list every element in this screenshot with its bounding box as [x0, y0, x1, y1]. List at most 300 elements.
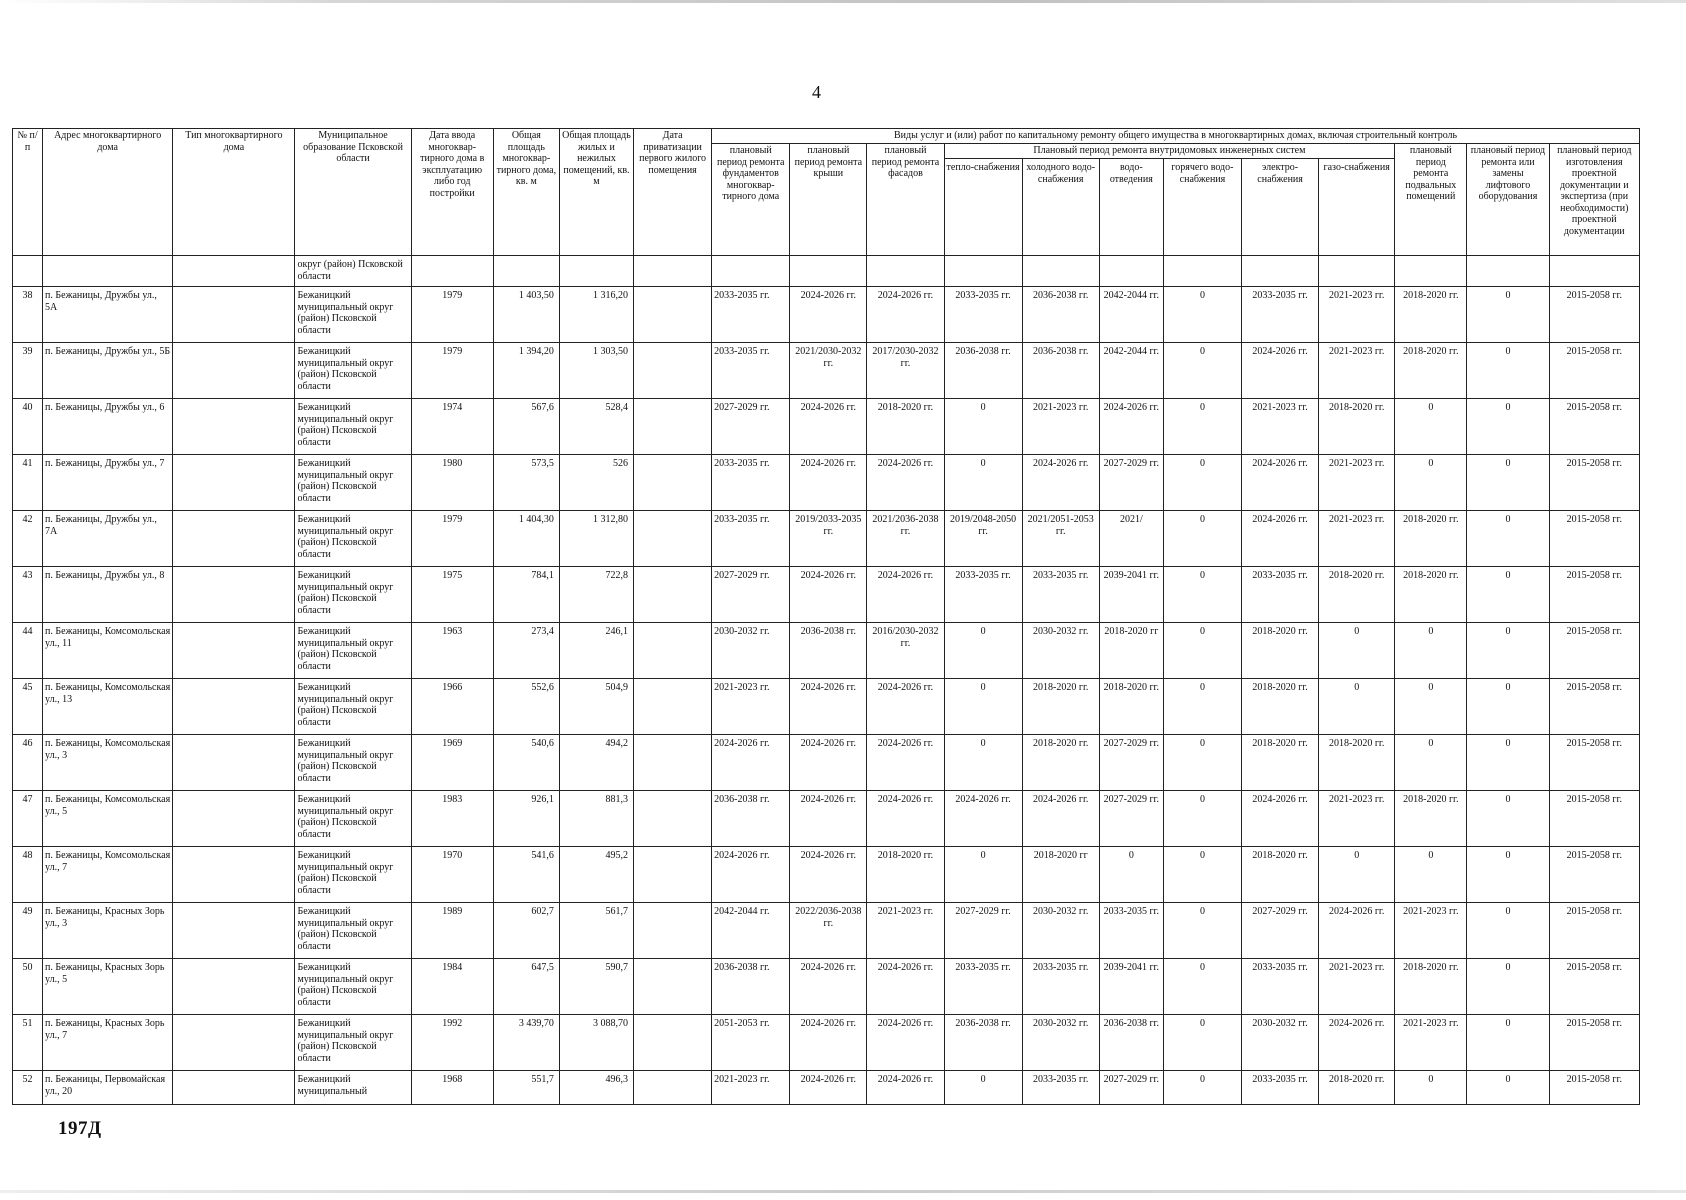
cell-foundation: 2030-2032 гг.	[712, 623, 790, 679]
cell-num: 45	[13, 679, 43, 735]
cell-design-docs: 2015-2058 гг.	[1549, 847, 1639, 903]
cell-sewage: 2039-2041 гг.	[1099, 567, 1163, 623]
cell-cold-water: 2030-2032 гг.	[1022, 903, 1099, 959]
cell-type	[173, 343, 295, 399]
cell-elevator: 0	[1467, 847, 1549, 903]
cell-hot-water: 0	[1163, 567, 1241, 623]
capital-repair-table-wrap	[12, 128, 1640, 1105]
cell-municipality: Бежаницкий муниципальный округ (район) Псковской области	[295, 791, 411, 847]
cell-heat: 0	[944, 1071, 1022, 1105]
cell-residential-area: 246,1	[559, 623, 633, 679]
cell-heat: 0	[944, 847, 1022, 903]
cell-design-docs: 2015-2058 гг.	[1549, 1015, 1639, 1071]
cell-elevator: 0	[1467, 511, 1549, 567]
header-heat: тепло-снабжения	[944, 159, 1022, 256]
cell-gas: 0	[1319, 679, 1395, 735]
cell-facade: 2017/2030-2032 гг.	[867, 343, 944, 399]
cell-elevator: 0	[1467, 567, 1549, 623]
cell-basement: 2018-2020 гг.	[1395, 343, 1467, 399]
cell-residential-area: 881,3	[559, 791, 633, 847]
cell-cold-water: 2036-2038 гг.	[1022, 343, 1099, 399]
cell-sewage: 2033-2035 гг.	[1099, 903, 1163, 959]
cell-type	[173, 679, 295, 735]
cell-privatization-date	[634, 847, 712, 903]
cell-hot-water: 0	[1163, 343, 1241, 399]
cell-cold-water: 2033-2035 гг.	[1022, 567, 1099, 623]
cell-foundation: 2036-2038 гг.	[712, 959, 790, 1015]
cell-basement: 2021-2023 гг.	[1395, 903, 1467, 959]
cell-electricity: 2024-2026 гг.	[1242, 791, 1319, 847]
cell-address: п. Бежаницы, Комсомольская ул., 13	[43, 679, 173, 735]
cell-commission-year: 1966	[411, 679, 493, 735]
cell-type	[173, 1071, 295, 1105]
cell-type	[173, 735, 295, 791]
cell-total-area: 540,6	[493, 735, 559, 791]
cell-municipality: Бежаницкий муниципальный округ (район) Псковской области	[295, 343, 411, 399]
header-total-area: Общая площадь многоквар-тирного дома, кв. м	[493, 129, 559, 256]
header-elevator: плановый период ремонта или замены лифтового оборудования	[1467, 144, 1549, 256]
cell-type	[173, 959, 295, 1015]
cell-design-docs: 2015-2058 гг.	[1549, 959, 1639, 1015]
cell-address: п. Бежаницы, Красных Зорь ул., 5	[43, 959, 173, 1015]
cell-commission-year: 1970	[411, 847, 493, 903]
cell-commission-year: 1968	[411, 1071, 493, 1105]
cell-design-docs: 2015-2058 гг.	[1549, 679, 1639, 735]
cell-heat: 2033-2035 гг.	[944, 287, 1022, 343]
cell-total-area: 273,4	[493, 623, 559, 679]
cell-type	[173, 287, 295, 343]
cell-commission-year: 1980	[411, 455, 493, 511]
cell-gas: 2021-2023 гг.	[1319, 511, 1395, 567]
cell-sewage: 2018-2020 гг	[1099, 623, 1163, 679]
cell-roof: 2024-2026 гг.	[790, 1071, 867, 1105]
table-row	[13, 399, 1640, 455]
cell-hot-water: 0	[1163, 455, 1241, 511]
cell-address: п. Бежаницы, Красных Зорь ул., 3	[43, 903, 173, 959]
cell-design-docs: 2015-2058 гг.	[1549, 287, 1639, 343]
cell-commission-year: 1989	[411, 903, 493, 959]
cell-foundation: 2021-2023 гг.	[712, 1071, 790, 1105]
cell-municipality: Бежаницкий муниципальный округ (район) Псковской области	[295, 399, 411, 455]
cell-elevator: 0	[1467, 791, 1549, 847]
cell-num: 47	[13, 791, 43, 847]
cell-heat: 2027-2029 гг.	[944, 903, 1022, 959]
cell-residential-area: 1 303,50	[559, 343, 633, 399]
cell-address: п. Бежаницы, Дружбы ул., 6	[43, 399, 173, 455]
header-services-group: Виды услуг и (или) работ по капитальному ремонту общего имущества в многоквартирных домах, включая строительный контроль	[712, 129, 1640, 144]
cell-electricity: 2024-2026 гг.	[1242, 455, 1319, 511]
cell-sewage: 2027-2029 гг.	[1099, 455, 1163, 511]
cell-commission-year: 1975	[411, 567, 493, 623]
header-gas: газо-снабжения	[1319, 159, 1395, 256]
header-address: Адрес многоквартирного дома	[43, 129, 173, 256]
cell-basement: 0	[1395, 399, 1467, 455]
cell-privatization-date	[634, 455, 712, 511]
cell-total-area: 926,1	[493, 791, 559, 847]
cell-residential-area: 722,8	[559, 567, 633, 623]
cell-roof: 2024-2026 гг.	[790, 679, 867, 735]
cell-commission-year: 1979	[411, 287, 493, 343]
table-row	[13, 959, 1640, 1015]
cell-roof: 2024-2026 гг.	[790, 847, 867, 903]
cell-municipality: Бежаницкий муниципальный округ (район) Псковской области	[295, 735, 411, 791]
cell-privatization-date	[634, 399, 712, 455]
table-row	[13, 1071, 1640, 1105]
table-row	[13, 511, 1640, 567]
cell-address: п. Бежаницы, Красных Зорь ул., 7	[43, 1015, 173, 1071]
cell-municipality: Бежаницкий муниципальный	[295, 1071, 411, 1105]
cell-basement: 0	[1395, 735, 1467, 791]
cell-municipality: Бежаницкий муниципальный округ (район) Псковской области	[295, 287, 411, 343]
cell-foundation: 2024-2026 гг.	[712, 735, 790, 791]
cell-facade: 2024-2026 гг.	[867, 567, 944, 623]
cell-type	[173, 399, 295, 455]
cell-residential-area: 526	[559, 455, 633, 511]
cell-foundation: 2033-2035 гг.	[712, 287, 790, 343]
cell-residential-area: 1 316,20	[559, 287, 633, 343]
cell-cold-water: 2018-2020 гг.	[1022, 679, 1099, 735]
cell-electricity: 2021-2023 гг.	[1242, 399, 1319, 455]
cell-elevator: 0	[1467, 735, 1549, 791]
cell-cold-water: 2030-2032 гг.	[1022, 1015, 1099, 1071]
cell-roof: 2019/2033-2035 гг.	[790, 511, 867, 567]
cell-cold-water: 2024-2026 гг.	[1022, 791, 1099, 847]
table-row	[13, 735, 1640, 791]
cell-residential-area: 496,3	[559, 1071, 633, 1105]
cell-elevator: 0	[1467, 343, 1549, 399]
cell-type	[173, 567, 295, 623]
cell-total-area: 541,6	[493, 847, 559, 903]
header-electricity: электро-снабжения	[1242, 159, 1319, 256]
cell-total-area: 551,7	[493, 1071, 559, 1105]
cell-type	[173, 623, 295, 679]
cell-hot-water: 0	[1163, 959, 1241, 1015]
header-engineering-group: Плановый период ремонта внутридомовых инженерных систем	[944, 144, 1395, 159]
cell-roof: 2024-2026 гг.	[790, 455, 867, 511]
cell-roof: 2024-2026 гг.	[790, 735, 867, 791]
cell-sewage: 2018-2020 гг.	[1099, 679, 1163, 735]
table-row	[13, 847, 1640, 903]
cell-privatization-date	[634, 735, 712, 791]
cell-heat: 2033-2035 гг.	[944, 567, 1022, 623]
cell-type	[173, 903, 295, 959]
cell-facade: 2024-2026 гг.	[867, 1015, 944, 1071]
cell-num: 39	[13, 343, 43, 399]
cell-cold-water: 2021-2023 гг.	[1022, 399, 1099, 455]
cell-gas: 0	[1319, 847, 1395, 903]
header-num: № п/п	[13, 129, 43, 256]
cell-num: 38	[13, 287, 43, 343]
cell-gas: 2018-2020 гг.	[1319, 567, 1395, 623]
cell-total-area: 784,1	[493, 567, 559, 623]
cell-roof: 2024-2026 гг.	[790, 1015, 867, 1071]
cell-foundation: 2027-2029 гг.	[712, 399, 790, 455]
cell-roof: 2024-2026 гг.	[790, 399, 867, 455]
cell-facade: 2024-2026 гг.	[867, 959, 944, 1015]
cell-design-docs: 2015-2058 гг.	[1549, 511, 1639, 567]
cell-roof: 2024-2026 гг.	[790, 791, 867, 847]
cell-foundation: 2021-2023 гг.	[712, 679, 790, 735]
cell-facade: 2021/2036-2038 гг.	[867, 511, 944, 567]
cell-address: п. Бежаницы, Дружбы ул., 7А	[43, 511, 173, 567]
cell-electricity: 2033-2035 гг.	[1242, 287, 1319, 343]
table-row	[13, 903, 1640, 959]
cell-foundation: 2036-2038 гг.	[712, 791, 790, 847]
cell-elevator: 0	[1467, 903, 1549, 959]
cell-municipality: Бежаницкий муниципальный округ (район) Псковской области	[295, 903, 411, 959]
cell-heat: 2024-2026 гг.	[944, 791, 1022, 847]
cell-total-area: 1 394,20	[493, 343, 559, 399]
cell-heat: 2019/2048-2050 гг.	[944, 511, 1022, 567]
header-privatization-date: Дата приватизации первого жилого помещения	[634, 129, 712, 256]
cell-municipality: Бежаницкий муниципальный округ (район) Псковской области	[295, 847, 411, 903]
cell-hot-water: 0	[1163, 679, 1241, 735]
cell-sewage: 2027-2029 гг.	[1099, 735, 1163, 791]
cell-address: п. Бежаницы, Первомайская ул., 20	[43, 1071, 173, 1105]
cell-privatization-date	[634, 679, 712, 735]
cell-elevator: 0	[1467, 623, 1549, 679]
cell-sewage: 2024-2026 гг.	[1099, 399, 1163, 455]
cell-sewage: 2027-2029 гг.	[1099, 791, 1163, 847]
cell-foundation: 2042-2044 гг.	[712, 903, 790, 959]
header-roof: плановый период ремонта крыши	[790, 144, 867, 256]
cell-num: 48	[13, 847, 43, 903]
cell-basement: 2018-2020 гг.	[1395, 511, 1467, 567]
cell-facade: 2018-2020 гг.	[867, 399, 944, 455]
table-row	[13, 455, 1640, 511]
cell-hot-water: 0	[1163, 847, 1241, 903]
cell-municipality: Бежаницкий муниципальный округ (район) Псковской области	[295, 511, 411, 567]
document-code: 197Д	[58, 1118, 102, 1139]
cell-address: п. Бежаницы, Комсомольская ул., 5	[43, 791, 173, 847]
cell-basement: 2018-2020 гг.	[1395, 287, 1467, 343]
cell-commission-year: 1992	[411, 1015, 493, 1071]
cell-residential-area: 1 312,80	[559, 511, 633, 567]
cell-commission-year: 1979	[411, 343, 493, 399]
cell-municipality: округ (район) Псковской области	[295, 256, 411, 287]
cell-basement: 0	[1395, 623, 1467, 679]
cell-total-area: 552,6	[493, 679, 559, 735]
cell-hot-water: 0	[1163, 399, 1241, 455]
cell-roof: 2024-2026 гг.	[790, 287, 867, 343]
table-row	[13, 679, 1640, 735]
cell-type	[173, 511, 295, 567]
table-row	[13, 287, 1640, 343]
cell-heat: 0	[944, 679, 1022, 735]
cell-privatization-date	[634, 1015, 712, 1071]
cell-roof: 2024-2026 гг.	[790, 567, 867, 623]
cell-commission-year: 1963	[411, 623, 493, 679]
cell-gas: 2018-2020 гг.	[1319, 399, 1395, 455]
scan-edge-top	[0, 0, 1686, 3]
cell-design-docs: 2015-2058 гг.	[1549, 903, 1639, 959]
cell-num: 40	[13, 399, 43, 455]
cell-basement: 0	[1395, 1071, 1467, 1105]
header-hot-water: горячего водо-снабжения	[1163, 159, 1241, 256]
header-design-docs: плановый период изготовления проектной документации и экспертиза (при необходимости) проектной документации	[1549, 144, 1639, 256]
cell-basement: 2018-2020 гг.	[1395, 791, 1467, 847]
cell-residential-area: 504,9	[559, 679, 633, 735]
cell-facade: 2024-2026 гг.	[867, 735, 944, 791]
cell-residential-area: 3 088,70	[559, 1015, 633, 1071]
header-cold-water: холодного водо-снабжения	[1022, 159, 1099, 256]
cell-foundation: 2051-2053 гг.	[712, 1015, 790, 1071]
table-header	[13, 129, 1640, 256]
cell-electricity: 2024-2026 гг.	[1242, 343, 1319, 399]
cell-electricity: 2033-2035 гг.	[1242, 1071, 1319, 1105]
cell-facade: 2018-2020 гг.	[867, 847, 944, 903]
cell-cold-water: 2018-2020 гг.	[1022, 735, 1099, 791]
cell-cold-water: 2036-2038 гг.	[1022, 287, 1099, 343]
header-type: Тип многоквартирного дома	[173, 129, 295, 256]
cell-foundation: 2033-2035 гг.	[712, 343, 790, 399]
cell-address: п. Бежаницы, Комсомольская ул., 11	[43, 623, 173, 679]
cell-foundation: 2027-2029 гг.	[712, 567, 790, 623]
cell-num: 46	[13, 735, 43, 791]
cell-privatization-date	[634, 623, 712, 679]
header-facade: плановый период ремонта фасадов	[867, 144, 944, 256]
cell-gas: 2021-2023 гг.	[1319, 791, 1395, 847]
cell-cold-water: 2033-2035 гг.	[1022, 1071, 1099, 1105]
cell-hot-water: 0	[1163, 903, 1241, 959]
cell-type	[173, 1015, 295, 1071]
cell-basement: 2021-2023 гг.	[1395, 1015, 1467, 1071]
table-body	[13, 256, 1640, 1105]
cell-electricity: 2033-2035 гг.	[1242, 959, 1319, 1015]
cell-address: п. Бежаницы, Дружбы ул., 5Б	[43, 343, 173, 399]
cell-electricity: 2018-2020 гг.	[1242, 623, 1319, 679]
cell-privatization-date	[634, 959, 712, 1015]
cell-electricity: 2018-2020 гг.	[1242, 735, 1319, 791]
cell-commission-year: 1974	[411, 399, 493, 455]
cell-design-docs: 2015-2058 гг.	[1549, 399, 1639, 455]
cell-electricity: 2027-2029 гг.	[1242, 903, 1319, 959]
cell-roof: 2022/2036-2038 гг.	[790, 903, 867, 959]
table-row	[13, 1015, 1640, 1071]
cell-cold-water: 2018-2020 гг	[1022, 847, 1099, 903]
cell-heat: 0	[944, 735, 1022, 791]
cell-num: 42	[13, 511, 43, 567]
cell-heat: 0	[944, 399, 1022, 455]
cell-total-area: 1 404,30	[493, 511, 559, 567]
table-row	[13, 567, 1640, 623]
cell-cold-water: 2024-2026 гг.	[1022, 455, 1099, 511]
cell-design-docs: 2015-2058 гг.	[1549, 455, 1639, 511]
cell-design-docs: 2015-2058 гг.	[1549, 735, 1639, 791]
cell-sewage: 2042-2044 гг.	[1099, 343, 1163, 399]
cell-gas: 2021-2023 гг.	[1319, 287, 1395, 343]
cell-privatization-date	[634, 511, 712, 567]
cell-type	[173, 455, 295, 511]
cell-municipality: Бежаницкий муниципальный округ (район) Псковской области	[295, 679, 411, 735]
cell-elevator: 0	[1467, 679, 1549, 735]
cell-privatization-date	[634, 1071, 712, 1105]
cell-foundation: 2033-2035 гг.	[712, 511, 790, 567]
cell-address: п. Бежаницы, Дружбы ул., 5А	[43, 287, 173, 343]
cell-foundation: 2024-2026 гг.	[712, 847, 790, 903]
cell-total-area: 1 403,50	[493, 287, 559, 343]
cell-gas: 2024-2026 гг.	[1319, 1015, 1395, 1071]
scan-edge-bottom	[0, 1190, 1686, 1193]
cell-gas: 2018-2020 гг.	[1319, 1071, 1395, 1105]
cell-facade: 2024-2026 гг.	[867, 1071, 944, 1105]
cell-type	[173, 791, 295, 847]
header-sewage: водо-отведения	[1099, 159, 1163, 256]
cell-num: 51	[13, 1015, 43, 1071]
capital-repair-table	[12, 128, 1640, 1105]
cell-type	[173, 847, 295, 903]
cell-privatization-date	[634, 791, 712, 847]
cell-address: п. Бежаницы, Комсомольская ул., 7	[43, 847, 173, 903]
cell-address: п. Бежаницы, Дружбы ул., 8	[43, 567, 173, 623]
cell-privatization-date	[634, 903, 712, 959]
cell-hot-water: 0	[1163, 287, 1241, 343]
cell-elevator: 0	[1467, 1015, 1549, 1071]
cell-hot-water: 0	[1163, 1071, 1241, 1105]
cell-design-docs: 2015-2058 гг.	[1549, 1071, 1639, 1105]
cell-residential-area: 495,2	[559, 847, 633, 903]
cell-sewage: 0	[1099, 847, 1163, 903]
cell-gas: 2021-2023 гг.	[1319, 959, 1395, 1015]
cell-roof: 2024-2026 гг.	[790, 959, 867, 1015]
header-residential-area: Общая площадь жилых и нежилых помещений, кв. м	[559, 129, 633, 256]
cell-cold-water: 2030-2032 гг.	[1022, 623, 1099, 679]
cell-design-docs: 2015-2058 гг.	[1549, 343, 1639, 399]
cell-commission-year: 1983	[411, 791, 493, 847]
cell-sewage: 2036-2038 гг.	[1099, 1015, 1163, 1071]
cell-roof: 2021/2030-2032 гг.	[790, 343, 867, 399]
cell-sewage: 2027-2029 гг.	[1099, 1071, 1163, 1105]
cell-elevator: 0	[1467, 399, 1549, 455]
header-basement: плановый период ремонта подвальных помещений	[1395, 144, 1467, 256]
cell-num: 41	[13, 455, 43, 511]
cell-design-docs: 2015-2058 гг.	[1549, 791, 1639, 847]
cell-total-area: 567,6	[493, 399, 559, 455]
cell-gas: 0	[1319, 623, 1395, 679]
cell-facade: 2024-2026 гг.	[867, 287, 944, 343]
cell-heat: 2036-2038 гг.	[944, 1015, 1022, 1071]
cell-design-docs: 2015-2058 гг.	[1549, 567, 1639, 623]
table-row	[13, 343, 1640, 399]
cell-municipality: Бежаницкий муниципальный округ (район) Псковской области	[295, 1015, 411, 1071]
cell-cold-water: 2021/2051-2053 гг.	[1022, 511, 1099, 567]
cell-electricity: 2018-2020 гг.	[1242, 679, 1319, 735]
cell-sewage: 2021/	[1099, 511, 1163, 567]
cell-elevator: 0	[1467, 959, 1549, 1015]
cell-heat: 2036-2038 гг.	[944, 343, 1022, 399]
cell-num: 43	[13, 567, 43, 623]
cell-num: 52	[13, 1071, 43, 1105]
cell-electricity: 2030-2032 гг.	[1242, 1015, 1319, 1071]
cell-address: п. Бежаницы, Комсомольская ул., 3	[43, 735, 173, 791]
cell-facade: 2024-2026 гг.	[867, 679, 944, 735]
cell-gas: 2021-2023 гг.	[1319, 455, 1395, 511]
cell-hot-water: 0	[1163, 623, 1241, 679]
cell-total-area: 573,5	[493, 455, 559, 511]
cell-basement: 0	[1395, 679, 1467, 735]
cell-elevator: 0	[1467, 455, 1549, 511]
cell-total-area: 647,5	[493, 959, 559, 1015]
cell-commission-year: 1969	[411, 735, 493, 791]
cell-hot-water: 0	[1163, 791, 1241, 847]
cell-residential-area: 494,2	[559, 735, 633, 791]
cell-commission-year: 1984	[411, 959, 493, 1015]
cell-gas: 2018-2020 гг.	[1319, 735, 1395, 791]
cell-basement: 2018-2020 гг.	[1395, 959, 1467, 1015]
cell-electricity: 2024-2026 гг.	[1242, 511, 1319, 567]
cell-address: п. Бежаницы, Дружбы ул., 7	[43, 455, 173, 511]
cell-sewage: 2039-2041 гг.	[1099, 959, 1163, 1015]
